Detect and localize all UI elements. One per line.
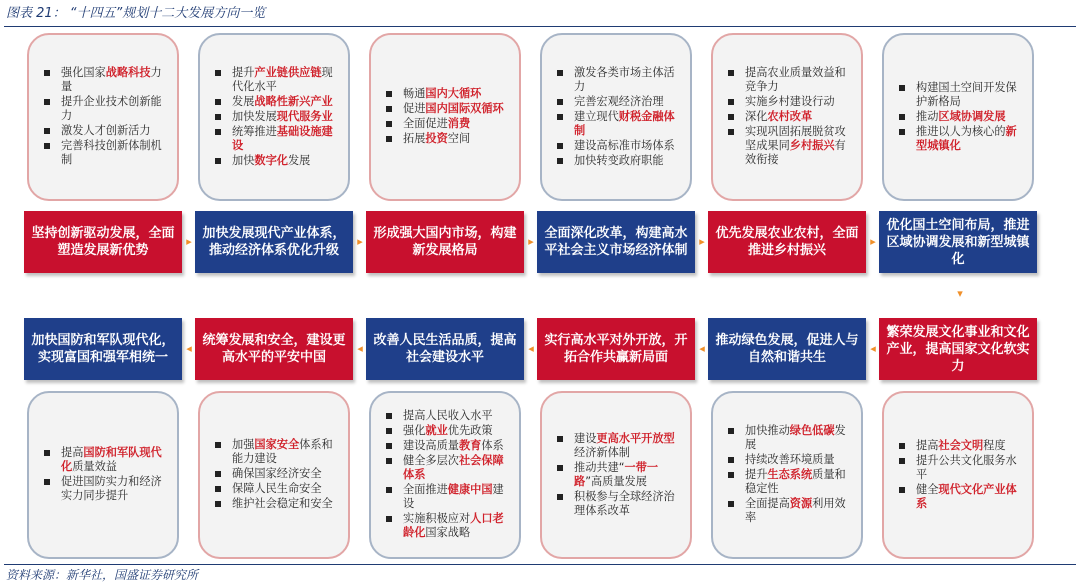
flow-right-arrow-icon: ▸: [186, 235, 192, 248]
item-text: 力量: [61, 66, 162, 93]
bullet-item: [41, 66, 167, 94]
bullet-item: [725, 110, 851, 124]
highlight-text: 基础设施建设: [232, 124, 333, 152]
highlight-text: 健康中国: [447, 483, 493, 496]
item-text: 优先政策: [447, 424, 493, 437]
bullet-item: [212, 438, 338, 466]
item-text: 提升: [232, 65, 255, 79]
highlight-text: 现代服务业: [276, 109, 333, 123]
top-rule: [4, 26, 1076, 27]
bullet-item: [383, 102, 509, 116]
bullet-item: [383, 483, 509, 511]
highlight-text: 国内大循环: [425, 87, 482, 100]
highlight-text: 国家安全: [254, 438, 300, 451]
highlight-text: 消费: [447, 117, 471, 130]
bullet-list: [212, 438, 338, 512]
bullet-item: [896, 110, 1022, 124]
bottom_row-detail-card: [882, 391, 1034, 559]
bullet-item: [554, 154, 680, 168]
bottom_row-detail-card: [711, 391, 863, 559]
bullet-item: [212, 95, 338, 109]
highlight-text: 农村改革: [767, 110, 813, 123]
top_row-detail-card: [198, 33, 350, 201]
item-text: 完善科技创新体制机制: [61, 139, 162, 166]
flow-right-arrow-icon: ▸: [699, 235, 705, 248]
item-text: 提升公共文化服务水平: [916, 453, 1017, 481]
item-text: 提高人民收入水平: [403, 409, 493, 422]
item-text: 构建国土空间开发保护新格局: [916, 80, 1017, 108]
highlight-text: 现代文化产业体系: [916, 482, 1017, 510]
bullet-item: [41, 446, 167, 474]
item-text: 国家战略: [425, 526, 471, 539]
top_row-detail-card: [882, 33, 1034, 201]
flow-right-arrow-icon: ▸: [870, 235, 876, 248]
item-text: 发展: [745, 424, 846, 451]
highlight-text: 投资: [425, 132, 448, 145]
top_row-detail-card: [27, 33, 179, 201]
highlight-text: 乡村振兴: [789, 139, 835, 152]
item-text: 推进以人为核心的: [916, 124, 1006, 138]
bullet-item: [212, 110, 338, 124]
highlight-text: 战略科技: [105, 66, 151, 79]
top_row-detail-card: [711, 33, 863, 201]
bullet-item: [554, 66, 680, 94]
item-text: 提高农业质量效益和竞争力: [745, 66, 846, 93]
bullet-item: [41, 475, 167, 503]
bullet-list: [554, 66, 680, 169]
item-text: 发展: [287, 153, 311, 167]
item-text: 加快: [232, 153, 255, 167]
flow-left-arrow-icon: ◂: [870, 342, 876, 355]
bullet-item: [212, 125, 338, 153]
bullet-item: [896, 454, 1022, 482]
source-note: 资料来源：新华社，国盛证券研究所: [6, 568, 199, 582]
item-text: 体系: [481, 439, 504, 452]
bullet-item: [212, 467, 338, 481]
bullet-item: [725, 95, 851, 109]
bottom_row-detail-card: [198, 391, 350, 559]
item-text: 有效衔接: [745, 139, 846, 166]
bullet-item: [896, 483, 1022, 511]
item-text: 空间: [447, 132, 471, 145]
bullet-list: [896, 439, 1022, 512]
item-text: 提升企业技术创新能力: [61, 95, 162, 122]
bullet-list: [383, 409, 509, 541]
highlight-text: 社会保障体系: [403, 454, 504, 481]
item-text: 完善宏观经济治理: [574, 94, 664, 108]
bullet-item: [383, 454, 509, 482]
bullet-item: [725, 468, 851, 496]
item-text: 提高: [61, 446, 84, 459]
flow-down-arrow-icon: ▾: [957, 287, 963, 300]
highlight-text: 生态系统: [767, 468, 813, 481]
bullet-item: [725, 453, 851, 467]
top_row-direction-header: 优先发展农业农村，全面推进乡村振兴: [708, 211, 866, 273]
bullet-item: [212, 482, 338, 496]
item-text: 质量和稳定性: [745, 468, 846, 495]
bottom_row-detail-card: [540, 391, 692, 559]
item-text: 程度: [983, 438, 1006, 452]
highlight-text: 教育: [458, 439, 482, 452]
highlight-text: 数字化: [254, 153, 288, 167]
bullet-item: [41, 95, 167, 123]
flow-left-arrow-icon: ◂: [699, 342, 705, 355]
item-text: 健全多层次: [403, 454, 459, 467]
item-text: 全面提高: [745, 497, 790, 510]
bullet-list: [41, 66, 167, 168]
bullet-item: [383, 512, 509, 540]
item-text: 加快发展: [232, 109, 277, 123]
item-text: 加快推动: [745, 424, 790, 437]
item-text: 维护社会稳定和安全: [232, 497, 333, 510]
highlight-text: 新型城镇化: [916, 124, 1017, 152]
item-text: 提高: [916, 438, 939, 452]
flow-left-arrow-icon: ◂: [186, 342, 192, 355]
item-text: 全面推进: [403, 483, 448, 496]
item-text: 持续改善环境质量: [745, 453, 835, 466]
bullet-item: [896, 81, 1022, 109]
item-text: 全面促进: [403, 117, 448, 130]
flow-left-arrow-icon: ◂: [357, 342, 363, 355]
item-text: 现代化水平: [232, 65, 333, 93]
top_row-direction-header: 形成强大国内市场，构建新发展格局: [366, 211, 524, 273]
item-text: 激发人才创新活力: [61, 124, 151, 137]
highlight-text: 绿色低碳: [789, 424, 835, 437]
bottom_row-direction-header: 推动绿色发展，促进人与自然和谐共生: [708, 318, 866, 380]
figure-caption: 图表 21： “十四五”规划十二大发展方向一览: [6, 6, 266, 21]
bullet-item: [896, 125, 1022, 153]
bullet-list: [554, 432, 680, 519]
item-text: 激发各类市场主体活力: [574, 65, 675, 93]
item-text: 健全: [916, 482, 939, 496]
item-text: 建立现代: [574, 109, 619, 123]
item-text: 实现巩固拓展脱贫攻坚成果同: [745, 125, 846, 152]
item-text: 建设高质量: [403, 439, 459, 452]
item-text: 利用效率: [745, 497, 846, 524]
bullet-item: [554, 432, 680, 460]
flow-right-arrow-icon: ▸: [528, 235, 534, 248]
highlight-text: 国防和军队现代化: [61, 446, 162, 473]
bottom_row-direction-header: 加快国防和军队现代化，实现富国和强军相统一: [24, 318, 182, 380]
top_row-direction-header: 优化国土空间布局，推进区域协调发展和新型城镇化: [879, 211, 1037, 273]
bullet-item: [383, 439, 509, 453]
top_row-detail-card: [540, 33, 692, 201]
bullet-item: [41, 124, 167, 138]
bullet-list: [383, 87, 509, 147]
item-text: 深化: [745, 110, 768, 123]
item-text: 实施积极应对: [403, 512, 471, 525]
top_row-direction-header: 加快发展现代产业体系，推动经济体系优化升级: [195, 211, 353, 273]
highlight-text: 战略性新兴产业: [254, 94, 333, 108]
item-text: 推动: [916, 109, 939, 123]
item-text: 统筹推进: [232, 124, 277, 138]
bullet-item: [554, 139, 680, 153]
bullet-item: [896, 439, 1022, 453]
bullet-list: [41, 446, 167, 504]
item-text: 拓展: [403, 132, 426, 145]
bullet-item: [212, 66, 338, 94]
top_row-direction-header: 全面深化改革，构建高水平社会主义市场经济体制: [537, 211, 695, 273]
highlight-text: 社会文明: [938, 438, 984, 452]
item-text: ”高质量发展: [585, 474, 647, 488]
bullet-list: [725, 66, 851, 168]
item-text: 保障人民生命安全: [232, 482, 322, 495]
bullet-item: [725, 424, 851, 452]
item-text: 提升: [745, 468, 768, 481]
item-text: 建设: [403, 483, 504, 510]
highlight-text: 更高水平开放型: [596, 431, 675, 445]
item-text: 加快转变政府职能: [574, 153, 664, 167]
highlight-text: 就业: [425, 424, 448, 437]
item-text: 强化: [403, 424, 426, 437]
bullet-list: [212, 66, 338, 169]
bullet-item: [554, 110, 680, 138]
item-text: 发展: [232, 94, 255, 108]
highlight-text: 一带一路: [574, 460, 659, 488]
bottom_row-direction-header: 实行高水平对外开放，开拓合作共赢新局面: [537, 318, 695, 380]
item-text: 加强: [232, 438, 255, 451]
highlight-text: 财税金融体制: [574, 109, 675, 137]
bullet-item: [383, 132, 509, 146]
highlight-text: 区域协调发展: [938, 109, 1006, 123]
bullet-item: [725, 66, 851, 94]
bottom_row-direction-header: 统筹发展和安全，建设更高水平的平安中国: [195, 318, 353, 380]
bullet-item: [554, 490, 680, 518]
bullet-list: [725, 424, 851, 526]
bullet-item: [212, 154, 338, 168]
item-text: 体系和能力建设: [232, 438, 333, 465]
top_row-direction-header: 坚持创新驱动发展，全面塑造发展新优势: [24, 211, 182, 273]
bullet-item: [725, 125, 851, 167]
bullet-item: [383, 87, 509, 101]
item-text: 确保国家经济安全: [232, 467, 322, 480]
bullet-item: [383, 424, 509, 438]
bullet-item: [383, 117, 509, 131]
item-text: 促进国防实力和经济实力同步提升: [61, 475, 162, 502]
item-text: 积极参与全球经济治理体系改革: [574, 489, 675, 517]
item-text: 建设: [574, 431, 597, 445]
item-text: 质量效益: [72, 460, 117, 473]
bottom_row-direction-header: 繁荣发展文化事业和文化产业，提高国家文化软实力: [879, 318, 1037, 380]
bullet-item: [725, 497, 851, 525]
bullet-item: [383, 409, 509, 423]
item-text: 实施乡村建设行动: [745, 95, 835, 108]
highlight-text: 国内国际双循环: [425, 102, 504, 115]
bullet-item: [212, 497, 338, 511]
item-text: 推动共建“: [574, 460, 625, 474]
highlight-text: 资源: [789, 497, 813, 510]
item-text: 促进: [403, 102, 426, 115]
bottom-rule: [4, 564, 1076, 565]
highlight-text: 人口老龄化: [403, 512, 504, 539]
item-text: 经济新体制: [574, 445, 630, 459]
bullet-item: [41, 139, 167, 167]
flow-left-arrow-icon: ◂: [528, 342, 534, 355]
item-text: 畅通: [403, 87, 426, 100]
bullet-list: [896, 81, 1022, 154]
flow-right-arrow-icon: ▸: [357, 235, 363, 248]
bottom_row-detail-card: [27, 391, 179, 559]
bullet-item: [554, 461, 680, 489]
top_row-detail-card: [369, 33, 521, 201]
item-text: 建设高标准市场体系: [574, 138, 675, 152]
highlight-text: 产业链供应链: [254, 65, 322, 79]
bottom_row-detail-card: [369, 391, 521, 559]
item-text: 强化国家: [61, 66, 106, 79]
bottom_row-direction-header: 改善人民生活品质，提高社会建设水平: [366, 318, 524, 380]
bullet-item: [554, 95, 680, 109]
